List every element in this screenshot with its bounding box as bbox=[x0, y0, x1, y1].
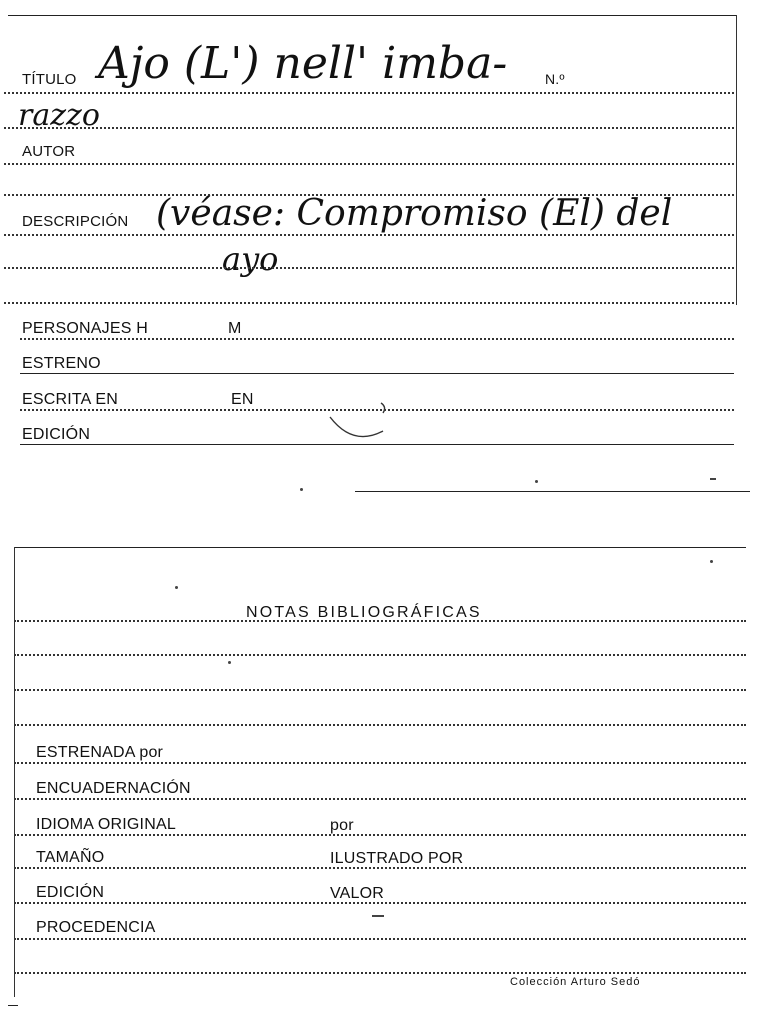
estreno-line bbox=[20, 373, 734, 374]
field-label-valor: VALOR bbox=[330, 885, 385, 902]
descripcion-line-3 bbox=[4, 302, 734, 304]
field-label-escrita-en: ESCRITA EN bbox=[22, 391, 118, 408]
descripcion-line-2 bbox=[4, 267, 734, 269]
notas-line-1 bbox=[14, 620, 746, 622]
field-label-numero: N.º bbox=[545, 71, 565, 87]
speck bbox=[228, 661, 231, 664]
speck bbox=[175, 586, 178, 589]
field-label-tamano: TAMAÑO bbox=[36, 849, 105, 866]
field-label-edicion-bottom: EDICIÓN bbox=[36, 884, 105, 901]
handwritten-titulo-line1: Ajo (L') nell' imba- bbox=[98, 38, 508, 89]
field-label-escrita-en-2: EN bbox=[231, 391, 254, 408]
titulo-line-2 bbox=[4, 127, 734, 129]
top-card-border bbox=[8, 15, 736, 16]
notas-line-2 bbox=[14, 654, 746, 656]
speck bbox=[300, 488, 303, 491]
speck bbox=[372, 915, 384, 917]
notas-line-3 bbox=[14, 689, 746, 691]
handwritten-descripcion-line1: (véase: Compromiso (El) del bbox=[156, 193, 673, 234]
procedencia-line bbox=[14, 938, 746, 940]
field-label-idioma-original: IDIOMA ORIGINAL bbox=[36, 816, 176, 833]
field-label-estreno: ESTRENO bbox=[22, 355, 101, 372]
handwritten-descripcion-line2: ayo bbox=[222, 240, 279, 278]
tamano-line bbox=[14, 867, 746, 869]
field-label-estrenada-por: ESTRENADA por bbox=[36, 744, 164, 761]
field-label-autor: AUTOR bbox=[22, 143, 76, 160]
field-label-encuadernacion: ENCUADERNACIÓN bbox=[36, 780, 191, 797]
encuadernacion-line bbox=[14, 798, 746, 800]
field-label-ilustrado-por: ILUSTRADO POR bbox=[330, 850, 464, 867]
descripcion-line bbox=[4, 234, 734, 236]
footer-edge bbox=[8, 1005, 18, 1006]
top-card-right-edge bbox=[736, 15, 737, 305]
field-label-procedencia: PROCEDENCIA bbox=[36, 919, 156, 936]
bottom-card-left-edge bbox=[14, 547, 15, 997]
speck bbox=[710, 478, 716, 480]
idioma-line bbox=[14, 834, 746, 836]
speck bbox=[710, 560, 713, 563]
field-label-edicion-top: EDICIÓN bbox=[22, 426, 91, 443]
field-label-personajes-m: M bbox=[228, 320, 242, 337]
speck bbox=[535, 480, 538, 483]
personajes-line bbox=[20, 338, 734, 340]
bottom-card-border bbox=[14, 547, 746, 548]
estrenada-line bbox=[14, 762, 746, 764]
handwritten-titulo-line2: razzo bbox=[18, 98, 100, 133]
edicion-line-bottom bbox=[14, 902, 746, 904]
field-label-descripcion: DESCRIPCIÓN bbox=[22, 213, 129, 230]
notas-line-4 bbox=[14, 724, 746, 726]
field-label-por: por bbox=[330, 817, 354, 834]
field-label-personajes-h: PERSONAJES H bbox=[22, 320, 148, 337]
titulo-line bbox=[4, 92, 734, 94]
collection-footer: Colección Arturo Sedó bbox=[510, 976, 641, 988]
punch-hole-mark bbox=[325, 395, 395, 445]
field-label-titulo: TÍTULO bbox=[22, 71, 77, 88]
autor-line bbox=[4, 163, 734, 165]
cut-line bbox=[355, 491, 750, 492]
section-heading-notas: NOTAS BIBLIOGRÁFICAS bbox=[246, 604, 482, 621]
bottom-line bbox=[14, 972, 746, 974]
